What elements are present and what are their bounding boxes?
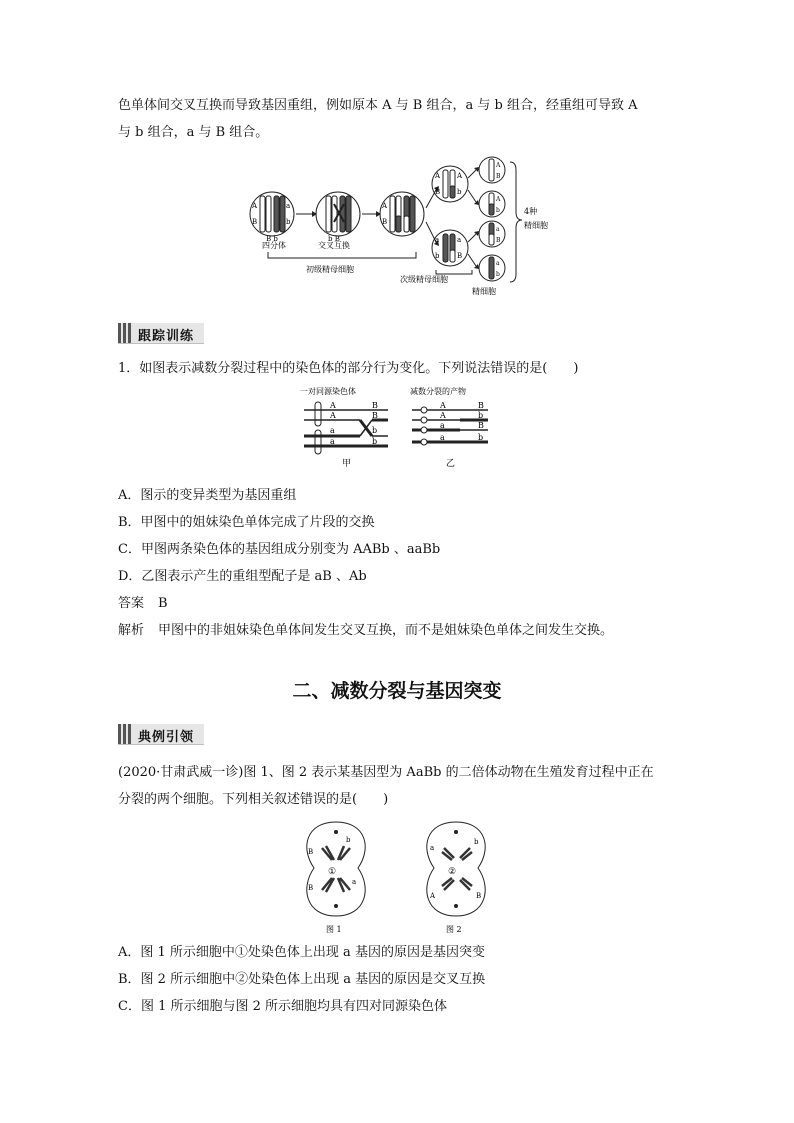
svg-text:A: A xyxy=(457,172,463,180)
svg-text:A: A xyxy=(252,202,258,210)
question-2-option-b: B．图 2 所示细胞中②处染色体上出现 a 基因的原因是交叉互换 xyxy=(118,972,486,987)
svg-text:B: B xyxy=(457,252,463,260)
question-1-option-c: C．甲图两条染色体的基因组成分别变为 AABb 、aaBb xyxy=(118,542,441,557)
svg-text:B: B xyxy=(252,218,258,226)
svg-text:B: B xyxy=(382,218,388,226)
svg-text:a: a xyxy=(286,202,291,210)
svg-text:b: b xyxy=(286,218,291,226)
svg-text:b: b xyxy=(478,411,484,420)
post-crossover-cell xyxy=(380,192,424,236)
figure-jia xyxy=(304,401,388,469)
question-1-option-b: B．甲图中的姐妹染色单体完成了片段的交换 xyxy=(118,515,375,530)
result-label-2: 精细胞 xyxy=(524,221,548,230)
svg-text:A: A xyxy=(440,401,446,410)
fig-right-caption: 乙 xyxy=(446,459,456,469)
crossing-over-diagram xyxy=(240,156,580,298)
stage-label-tetrad: 四分体 xyxy=(262,241,286,250)
answer-value: B xyxy=(158,596,168,611)
section-tag-example xyxy=(118,724,204,745)
fig-left-title: 一对同源染色体 xyxy=(300,387,356,396)
stage-label-crossover: 交叉互换 xyxy=(318,241,350,250)
fig-left-caption: 甲 xyxy=(342,459,352,469)
svg-text:A: A xyxy=(330,411,336,420)
tetrad-cell xyxy=(250,192,294,243)
svg-text:a: a xyxy=(496,260,500,267)
group-label-sperm: 精细胞 xyxy=(472,287,496,296)
svg-text:b: b xyxy=(496,271,500,278)
question-2-stem-line-2: 分裂的两个细胞。下列相关叙述错误的是( ) xyxy=(118,792,389,807)
figure-2-mark: ② xyxy=(448,867,457,877)
svg-text:B: B xyxy=(435,188,441,196)
svg-text:a: a xyxy=(352,878,357,886)
figure-1-caption: 图 1 xyxy=(326,925,342,934)
crossover-cell xyxy=(316,192,360,243)
svg-text:b: b xyxy=(435,252,440,260)
figure-1-mark: ① xyxy=(328,867,337,877)
secondary-cell-upper xyxy=(432,166,468,202)
chromosome-figure xyxy=(300,384,500,480)
svg-text:B: B xyxy=(308,848,314,856)
svg-text:a: a xyxy=(496,226,500,233)
svg-text:B b: B b xyxy=(266,235,278,243)
svg-text:B: B xyxy=(372,411,378,420)
svg-text:B: B xyxy=(496,173,501,180)
svg-text:A: A xyxy=(330,401,336,410)
svg-text:a: a xyxy=(440,421,445,430)
svg-text:A: A xyxy=(382,202,388,210)
group-label-primary: 初级精母细胞 xyxy=(306,265,354,274)
question-2-option-a: A．图 1 所示细胞中①处染色体上出现 a 基因的原因是基因突变 xyxy=(118,945,485,960)
figure-1-cell xyxy=(307,822,365,934)
svg-text:b: b xyxy=(372,426,378,435)
svg-text:b: b xyxy=(372,437,378,446)
section-title: 二、减数分裂与基因突变 xyxy=(292,680,502,702)
section-tag-practice-label: 跟踪训练 xyxy=(138,329,195,344)
svg-text:b: b xyxy=(457,188,462,196)
figure-2-caption: 图 2 xyxy=(446,925,462,934)
analysis-text: 甲图中的非姐妹染色单体间发生交叉互换，而不是姐妹染色单体之间发生交换。 xyxy=(158,623,614,638)
fig-right-title: 减数分裂的产物 xyxy=(410,387,466,396)
question-2-stem-line-1: (2020·甘肃武威一诊)图 1、图 2 表示某基因型为 AaBb 的二倍体动物在生殖发育过程中正在 xyxy=(118,765,654,780)
answer-label: 答案 xyxy=(118,596,145,611)
figure-yi xyxy=(412,401,488,469)
svg-text:a: a xyxy=(430,844,435,852)
svg-text:A: A xyxy=(496,162,501,169)
svg-text:A: A xyxy=(496,196,501,203)
svg-text:b: b xyxy=(474,838,479,846)
question-1-option-d: D．乙图表示产生的重组型配子是 aB 、Ab xyxy=(118,569,367,584)
group-label-secondary: 次级精母细胞 xyxy=(400,275,448,284)
figure-2-cell xyxy=(427,822,485,934)
svg-text:a: a xyxy=(330,426,335,435)
section-tag-example-label: 典例引领 xyxy=(138,730,195,745)
svg-text:B: B xyxy=(476,892,482,900)
svg-text:B: B xyxy=(478,421,484,430)
intro-line-1: 色单体间交叉互换而导致基因重组，例如原本 A 与 B 组合，a 与 b 组合，经重组可导致 A xyxy=(118,98,638,113)
svg-text:b: b xyxy=(496,207,500,214)
svg-text:A: A xyxy=(440,411,446,420)
question-2-option-c: C．图 1 所示细胞与图 2 所示细胞均具有四对同源染色体 xyxy=(118,999,448,1014)
question-1-option-a: A．图示的变异类型为基因重组 xyxy=(118,488,297,503)
svg-text:B: B xyxy=(478,401,484,410)
section-tag-practice xyxy=(118,323,204,344)
svg-text:a: a xyxy=(330,437,335,446)
sperm-cells xyxy=(479,157,505,281)
svg-text:A: A xyxy=(435,172,441,180)
analysis-label: 解析 xyxy=(118,623,145,638)
svg-text:a: a xyxy=(440,433,445,442)
svg-text:b: b xyxy=(478,433,484,442)
svg-text:B: B xyxy=(308,884,314,892)
intro-line-2: 与 b 组合，a 与 B 组合。 xyxy=(118,125,269,140)
svg-text:a: a xyxy=(435,236,440,244)
svg-text:B: B xyxy=(496,237,501,244)
secondary-cell-lower xyxy=(432,230,468,266)
question-1-analysis xyxy=(118,622,613,640)
dividing-cells-figure xyxy=(296,818,506,936)
svg-text:B: B xyxy=(372,401,378,410)
result-label-1: 4种 xyxy=(524,207,538,216)
question-1-stem: 1．如图表示减数分裂过程中的染色体的部分行为变化。下列说法错误的是( ) xyxy=(118,361,579,376)
question-1-answer xyxy=(118,595,168,613)
svg-text:A: A xyxy=(430,892,436,900)
svg-text:b B: b B xyxy=(328,235,340,243)
svg-text:a: a xyxy=(457,236,462,244)
svg-text:b: b xyxy=(346,836,351,844)
